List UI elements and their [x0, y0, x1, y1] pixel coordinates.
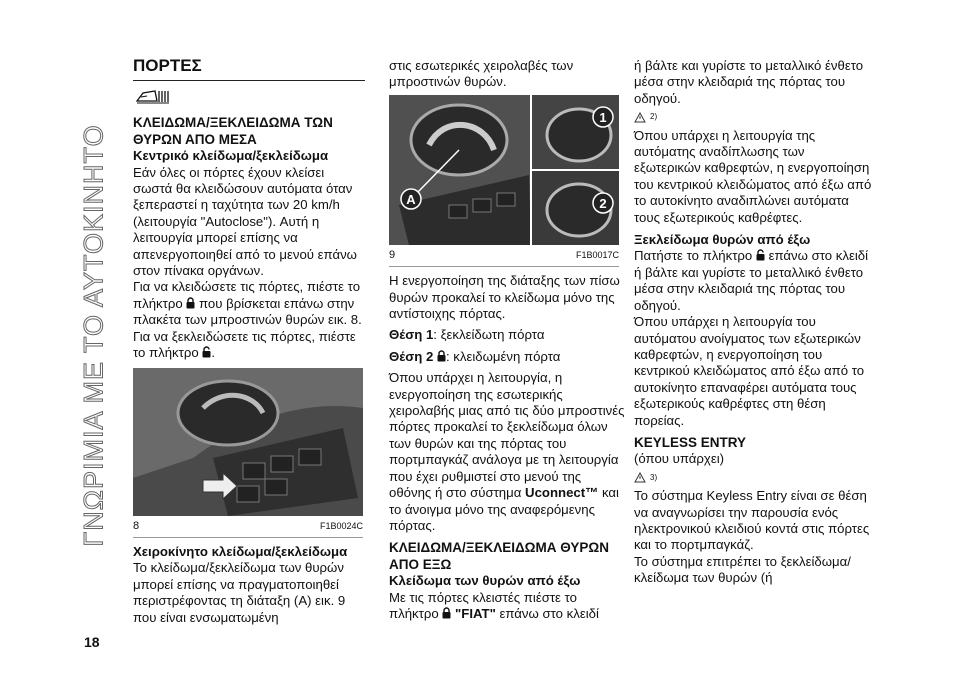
warning-triangle-icon	[634, 472, 646, 483]
position-1: Θέση 1: ξεκλείδωτη πόρτα	[389, 327, 545, 343]
paragraph-autoclose: Εάν όλες οι πόρτες έχουν κλείσει σωστά θα κλειδώσουν αυτόματα όταν ξεπεραστεί η ταχύτητα των 20 km/h (λειτουργία "Autoclose"). Αυτή η λειτουργία μπορεί επίσης να απενεργοποιηθεί από το μενού επάνω στον πίνακα οργάνων.	[133, 164, 357, 279]
side-chapter-title: ΓΝΩΡΙΜΙΑ ΜΕ ΤΟ ΑΥΤΟΚΙΝΗΤΟ	[78, 123, 109, 547]
figure-8	[133, 368, 363, 538]
paragraph-mirror-fold: Όπου υπάρχει η λειτουργία της αυτόματης αναδίπλωσης των εξωτερικών καθρεφτών, η ενεργοποίηση του κεντρικού κλειδώματος από έξω από το αυτοκίνητο αναδιπλώνει αυτόματα τους εξωτερικούς καθρέφτες.	[634, 127, 872, 225]
paragraph-rear-doors: Η ενεργοποίηση της διάταξης των πίσω θυρών προκαλεί το κλείδωμα μόνο της αντίστοιχης πόρτας.	[389, 273, 620, 322]
heading-unlock-outside: Ξεκλείδωμα θυρών από έξω	[634, 232, 811, 248]
door-panel-lock-button-image	[133, 368, 363, 516]
paragraph-unlock-outside: Πατήστε το πλήκτρο επάνω στο κλειδί ή βάλτε και γυρίστε το μεταλλικό ένθετο μέσα στην κλειδαριά της πόρτας του οδηγού.	[634, 248, 869, 313]
car-door-icon	[135, 87, 365, 109]
heading-keyless-entry: KEYLESS ENTRY	[634, 434, 747, 450]
heading-lock-unlock-inside: ΚΛΕΙΔΩΜΑ/ΞΕΚΛΕΙΔΩΜΑ ΤΩΝ ΘΥΡΩΝ ΑΠΟ ΜΕΣΑ	[133, 115, 333, 147]
keyless-availability: (όπου υπάρχει)	[634, 451, 725, 467]
heading-lock-unlock-outside: ΚΛΕΙΔΩΜΑ/ΞΕΚΛΕΙΔΩΜΑ ΘΥΡΩΝ ΑΠΟ ΕΞΩ	[389, 540, 609, 572]
lock-open-icon	[202, 346, 211, 358]
column-2	[389, 58, 625, 622]
warning-triangle-icon	[634, 112, 646, 123]
page-number: 18	[84, 634, 100, 650]
lock-closed-icon	[442, 607, 451, 619]
heading-central-locking: Κεντρικό κλείδωμα/ξεκλείδωμα	[133, 148, 329, 164]
paragraph-keyless-1: Το σύστημα Keyless Entry είναι σε θέση να αναγνωρίσει την παρουσία ενός ηλεκτρονικού κλειδιού κοντά στις πόρτες και το πορτμπαγκάζ.	[634, 488, 870, 553]
inner-handle-lock-device-image	[389, 95, 619, 245]
heading-lock-outside: Κλείδωμα των θυρών από έξω	[389, 573, 581, 589]
figure-9	[389, 95, 619, 267]
position-2: Θέση 2 : κλειδωμένη πόρτα	[389, 348, 561, 364]
warning-note-3: 3)	[634, 470, 657, 486]
column-3	[634, 58, 874, 587]
figure-label-a: A	[406, 191, 416, 207]
lock-open-icon	[756, 249, 765, 261]
paragraph-lock-outside: Με τις πόρτες κλειστές πιέστε το πλήκτρο "FIAT" επάνω στο κλειδί	[389, 589, 599, 621]
heading-manual-locking: Χειροκίνητο κλείδωμα/ξεκλείδωμα	[133, 543, 348, 559]
section-title: ΠΟΡΤΕΣ	[133, 58, 365, 81]
figure-code: F1B0024C	[319, 520, 363, 531]
figure-number: 8	[133, 519, 140, 532]
column-1	[133, 58, 365, 626]
paragraph-manual-locking: Το κλείδωμα/ξεκλείδωμα των θυρών μπορεί επίσης να πραγματοποιηθεί περιστρέφοντας τη διάταξη (A) εικ. 9 που είναι ενσωματωμένη	[133, 560, 346, 625]
paragraph-mirror-open: Όπου υπάρχει η λειτουργία του αυτόματου ανοίγματος των εξωτερικών καθρεφτών, η ενεργοποίηση του κεντρικού κλειδώματος από έξω από το αυτοκίνητο επαναφέρει αυτόματα τους εξωτερικούς καθρέφτες στη θέση πορείας.	[634, 314, 865, 428]
warning-note-2: 2)	[634, 109, 657, 125]
paragraph-inner-handles: στις εσωτερικές χειρολαβές των μπροστινών θυρών.	[389, 58, 574, 90]
figure-number: 9	[389, 248, 396, 261]
figure-label-1: 1	[599, 109, 607, 125]
paragraph-inner-handle-unlock: Όπου υπάρχει η λειτουργία, η ενεργοποίηση της εσωτερικής χειρολαβής μιας από τις δύο μπροστινές πόρτες προκαλεί το ξεκλείδωμα όλων των θυρών και της πόρτας του πορτμπαγκάζ ανάλογα με τη λειτουργία που έχει ρυθμιστεί στο μενού της οθόνης ή στο σύστημα Uconnect™ και το άνοιγμα μόνο της αναφερόμενης πόρτας.	[389, 370, 625, 533]
figure-code: F1B0017C	[575, 249, 619, 260]
paragraph-metal-insert: ή βάλτε και γυρίστε το μεταλλικό ένθετο μέσα στην κλειδαριά της πόρτας του οδηγού.	[634, 58, 864, 106]
lock-closed-icon	[437, 350, 446, 362]
paragraph-lock-button: Για να κλειδώσετε τις πόρτες, πιέστε το πλήκτρο που βρίσκεται επάνω στην πλακέτα των μπροστινών θυρών εικ. 8. Για να ξεκλειδώσετε τις πόρτες, πιέστε το πλήκτρο .	[133, 279, 362, 361]
paragraph-keyless-2: Το σύστημα επιτρέπει το ξεκλείδωμα/κλείδωμα των θυρών (ή	[634, 553, 851, 586]
figure-label-2: 2	[599, 195, 607, 211]
lock-closed-icon	[186, 297, 195, 309]
